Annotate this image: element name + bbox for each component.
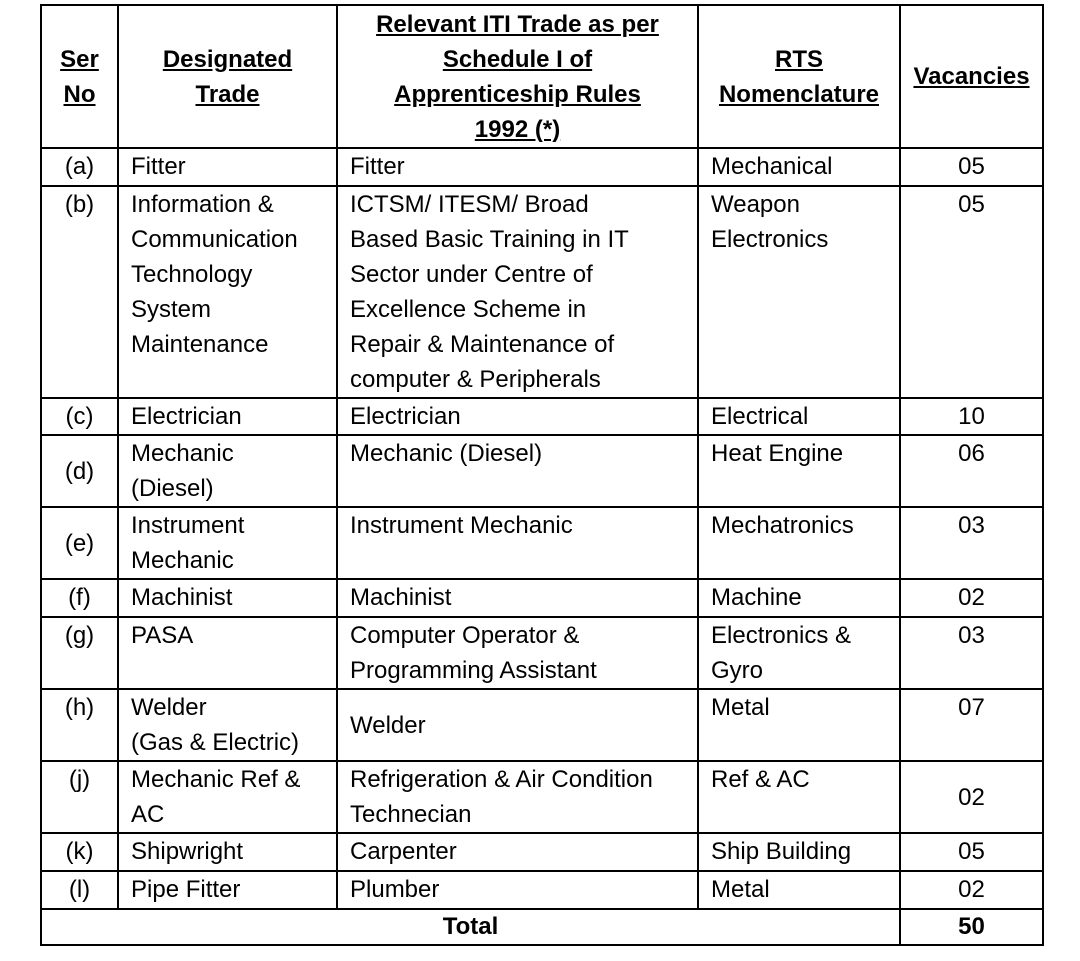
row-iti-trade: Instrument Mechanic — [337, 507, 698, 579]
table-row — [41, 689, 1043, 761]
row-rts: Machine — [698, 579, 900, 617]
row-rts: Electrical — [698, 398, 900, 435]
table-row — [41, 617, 1043, 689]
table-row — [41, 435, 1043, 507]
row-ser: (e) — [41, 507, 118, 579]
row-rts: Electronics & Gyro — [698, 617, 900, 689]
row-vacancies: 05 — [900, 833, 1043, 871]
row-ser: (f) — [41, 579, 118, 617]
row-iti-trade: Welder — [337, 689, 698, 761]
row-ser: (a) — [41, 148, 118, 186]
row-ser: (k) — [41, 833, 118, 871]
row-rts: Mechatronics — [698, 507, 900, 579]
row-trade: Mechanic Ref & AC — [118, 761, 337, 833]
row-iti-trade: Machinist — [337, 579, 698, 617]
table-row — [41, 579, 1043, 617]
row-vacancies: 03 — [900, 617, 1043, 689]
row-rts: Heat Engine — [698, 435, 900, 507]
row-trade: PASA — [118, 617, 337, 689]
row-iti-trade: Plumber — [337, 871, 698, 909]
row-ser: (j) — [41, 761, 118, 833]
row-ser: (g) — [41, 617, 118, 689]
total-value: 50 — [900, 909, 1043, 945]
row-iti-trade: Computer Operator & Programming Assistant — [337, 617, 698, 689]
row-iti-trade: Carpenter — [337, 833, 698, 871]
table-row — [41, 833, 1043, 871]
total-label: Total — [41, 909, 900, 945]
row-ser: (h) — [41, 689, 118, 761]
row-vacancies: 05 — [900, 148, 1043, 186]
row-rts: Weapon Electronics — [698, 186, 900, 398]
row-iti-trade: Mechanic (Diesel) — [337, 435, 698, 507]
row-rts: Ref & AC — [698, 761, 900, 833]
row-rts: Metal — [698, 689, 900, 761]
row-vacancies: 02 — [900, 579, 1043, 617]
row-vacancies: 03 — [900, 507, 1043, 579]
row-ser: (b) — [41, 186, 118, 398]
row-ser: (c) — [41, 398, 118, 435]
row-trade: Welder (Gas & Electric) — [118, 689, 337, 761]
total-row — [41, 909, 1043, 945]
apprentice-vacancy-table — [40, 4, 1044, 946]
table-row — [41, 148, 1043, 186]
table-row — [41, 761, 1043, 833]
table-row — [41, 871, 1043, 909]
row-trade: Electrician — [118, 398, 337, 435]
row-trade: Instrument Mechanic — [118, 507, 337, 579]
row-trade: Machinist — [118, 579, 337, 617]
row-trade: Mechanic (Diesel) — [118, 435, 337, 507]
row-trade: Fitter — [118, 148, 337, 186]
row-ser: (l) — [41, 871, 118, 909]
row-rts: Metal — [698, 871, 900, 909]
row-vacancies: 05 — [900, 186, 1043, 398]
table-row — [41, 507, 1043, 579]
header-rts-nomenclature: RTS Nomenclature — [698, 5, 900, 148]
table-row — [41, 186, 1043, 398]
row-trade: Pipe Fitter — [118, 871, 337, 909]
header-iti-trade: Relevant ITI Trade as per Schedule I of Apprenticeship Rules 1992 (*) — [337, 5, 698, 148]
row-iti-trade: ICTSM/ ITESM/ Broad Based Basic Training in IT Sector under Centre of Excellence Scheme in Repair & Maintenance of computer & Peripherals — [337, 186, 698, 398]
row-vacancies: 07 — [900, 689, 1043, 761]
row-vacancies: 02 — [900, 871, 1043, 909]
row-rts: Ship Building — [698, 833, 900, 871]
row-trade: Information & Communication Technology System Maintenance — [118, 186, 337, 398]
row-vacancies: 06 — [900, 435, 1043, 507]
row-rts: Mechanical — [698, 148, 900, 186]
header-designated-trade: Designated Trade — [118, 5, 337, 148]
header-ser-no: Ser No — [41, 5, 118, 148]
row-vacancies: 10 — [900, 398, 1043, 435]
row-iti-trade: Electrician — [337, 398, 698, 435]
row-iti-trade: Fitter — [337, 148, 698, 186]
row-vacancies: 02 — [900, 761, 1043, 833]
table-row — [41, 398, 1043, 435]
row-iti-trade: Refrigeration & Air Condition Technecian — [337, 761, 698, 833]
row-ser: (d) — [41, 435, 118, 507]
header-vacancies: Vacancies — [900, 5, 1043, 148]
row-trade: Shipwright — [118, 833, 337, 871]
